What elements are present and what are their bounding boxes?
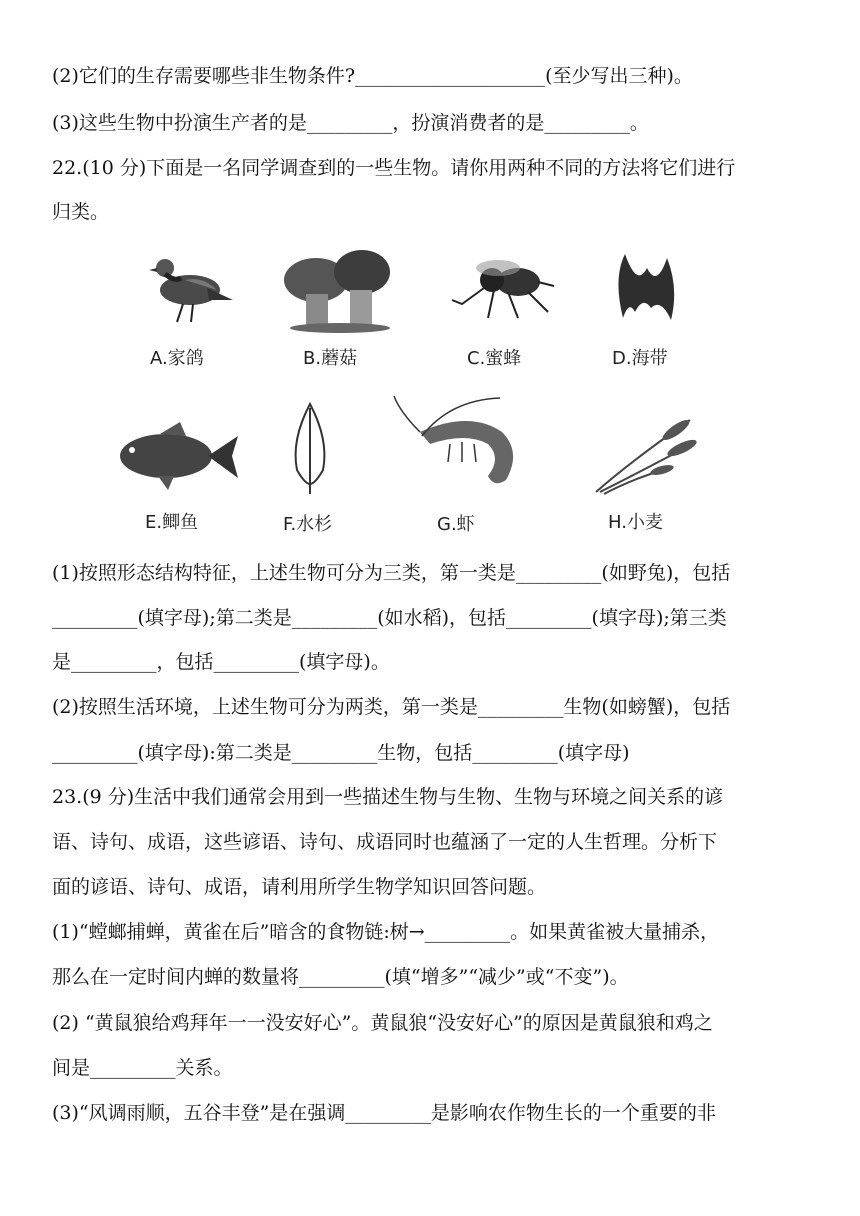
pigeon-image [145,248,235,326]
question-22-1-cont2: 是_________，包括_________(填字母)。 [52,651,390,673]
question-21-3: (3)这些生物中扮演生产者的是_________，扮演消费者的是_________。 [52,112,649,134]
question-23-2-cont: 间是_________关系。 [52,1057,233,1079]
question-23-2: (2) “黄鼠狼给鸡拜年一一没安好心”。黄鼠狼“没安好心”的原因是黄鼠狼和鸡之 [52,1012,713,1034]
caption-h: H.小麦 [608,512,663,533]
question-23-1-cont: 那么在一定时间内蝉的数量将_________(填“增多”“减少”或“不变”)。 [52,966,629,988]
wheat-image [590,412,700,496]
question-23-stem-cont2: 面的谚语、诗句、成语，请利用所学生物学知识回答问题。 [52,876,547,898]
question-23-1: (1)“螳螂捕蝉，黄雀在后”暗含的食物链:树→_________。如果黄雀被大量捕杀， [52,921,720,943]
question-22-1-cont: _________(填字母);第二类是_________(如水稻)，包括_________(填字母);第三类 [52,607,727,629]
fish-image [110,418,240,494]
kelp-image [605,248,685,326]
dawn-redwood-image [285,400,335,496]
question-23-3: (3)“风调雨顺，五谷丰登”是在强调_________是影响农作物生长的一个重要的非 [52,1102,716,1124]
question-21-2: (2)它们的生存需要哪些非生物条件?____________________(至少写出三种)。 [52,65,693,87]
question-22-1: (1)按照形态结构特征，上述生物可分为三类，第一类是_________(如野兔)，包括 [52,562,731,584]
shrimp-image [390,392,530,492]
question-22-stem-cont: 归类。 [52,201,110,223]
question-23-stem: 23.(9 分)生活中我们通常会用到一些描述生物与生物、生物与环境之间关系的谚 [52,786,724,808]
question-22-stem: 22.(10 分)下面是一名同学调查到的一些生物。请你用两种不同的方法将它们进行 [52,157,736,179]
question-22-2: (2)按照生活环境，上述生物可分为两类，第一类是_________生物(如螃蟹)，包括 [52,696,731,718]
caption-a: A.家鸽 [150,348,204,369]
caption-c: C.蜜蜂 [467,348,522,369]
caption-e: E.鲫鱼 [145,512,199,533]
question-23-stem-cont: 语、诗句、成语，这些谚语、诗句、成语同时也蕴涵了一定的人生哲理。分析下 [52,831,718,853]
caption-f: F.水杉 [283,514,333,535]
caption-b: B.蘑菇 [303,348,358,369]
mushroom-image [280,246,395,334]
question-22-2-cont: _________(填字母):第二类是_________生物，包括_________(填字母) [52,742,630,764]
bee-image [448,252,558,324]
caption-g: G.虾 [437,514,475,535]
caption-d: D.海带 [612,348,668,369]
